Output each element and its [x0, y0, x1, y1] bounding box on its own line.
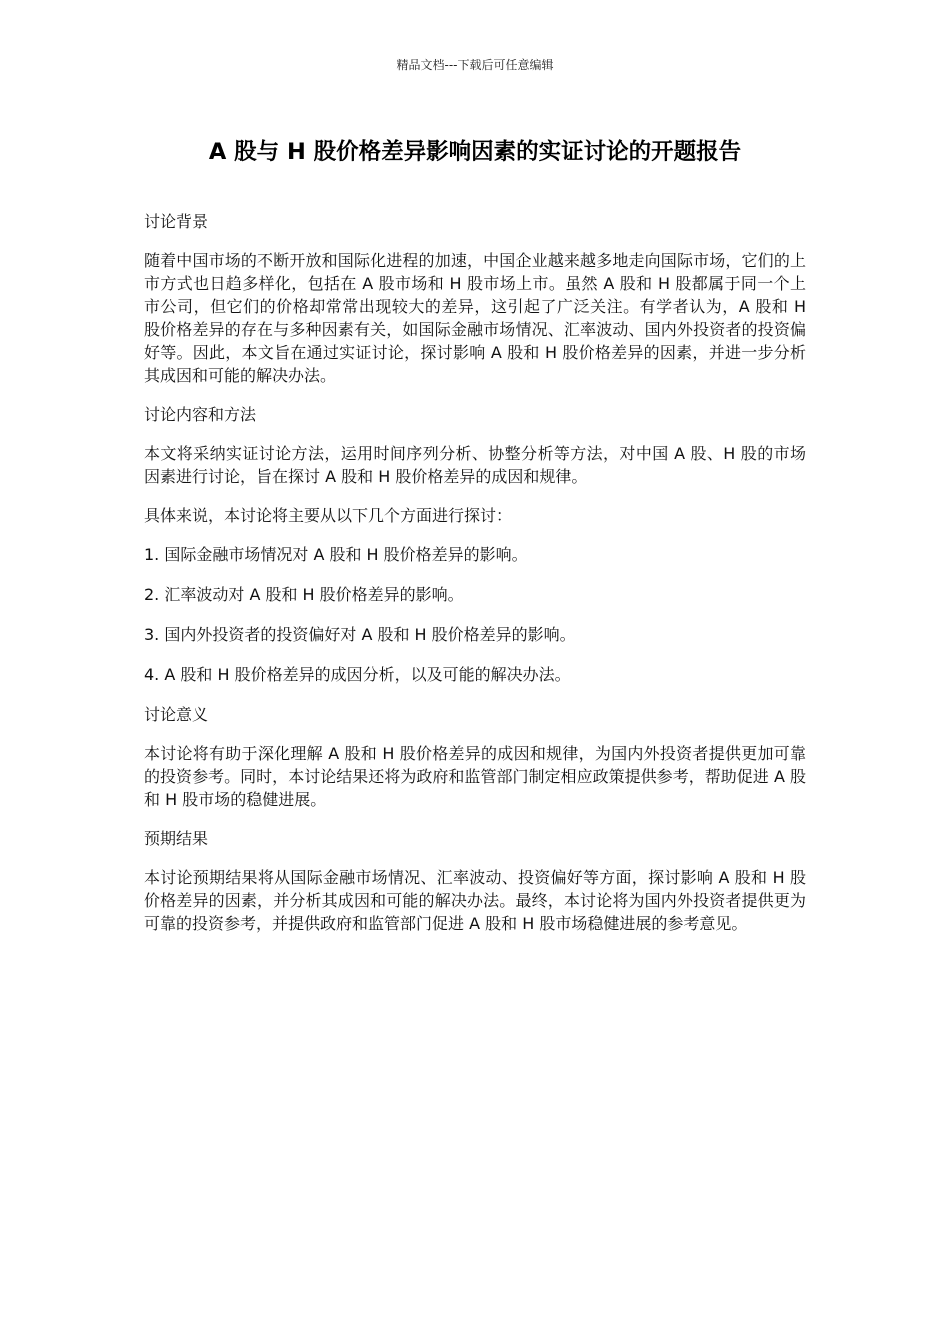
document-title: A 股与 H 股价格差异影响因素的实证讨论的开题报告	[208, 139, 742, 165]
section-heading: 讨论意义	[144, 705, 209, 724]
section-background	[144, 210, 806, 387]
list-intro: 具体来说，本讨论将主要从以下几个方面进行探讨：	[144, 506, 513, 525]
list-item: 4. A 股和 H 股价格差异的成因分析，以及可能的解决办法。	[144, 665, 571, 684]
section-paragraph: 本讨论将有助于深化理解 A 股和 H 股价格差异的成因和规律，为国内外投资者提供更加可靠的投资参考。同时，本讨论结果还将为政府和监管部门制定相应政策提供参考，帮助促进 A 股和 H 股市场的稳健进展。	[144, 744, 806, 809]
section-paragraph: 本讨论预期结果将从国际金融市场情况、汇率波动、投资偏好等方面，探讨影响 A 股和 H 股价格差异的因素，并分析其成因和可能的解决办法。最终，本讨论将为国内外投资者提供更为可靠的投资参考，并提供政府和监管部门促进 A 股和 H 股市场稳健进展的参考意见。	[144, 868, 806, 933]
section-heading: 预期结果	[144, 829, 209, 848]
section-results	[144, 827, 806, 935]
list-item: 3. 国内外投资者的投资偏好对 A 股和 H 股价格差异的影响。	[144, 625, 576, 644]
section-paragraph: 本文将采纳实证讨论方法，运用时间序列分析、协整分析等方法，对中国 A 股、H 股的市场因素进行讨论，旨在探讨 A 股和 H 股价格差异的成因和规律。	[144, 444, 806, 486]
list-item: 1. 国际金融市场情况对 A 股和 H 股价格差异的影响。	[144, 545, 528, 564]
document-body	[144, 210, 806, 951]
page-header-note: 精品文档---下载后可任意编辑	[396, 58, 554, 72]
section-heading: 讨论内容和方法	[144, 405, 257, 424]
list-item: 2. 汇率波动对 A 股和 H 股价格差异的影响。	[144, 585, 464, 604]
section-heading: 讨论背景	[144, 212, 209, 231]
section-methods	[144, 403, 806, 686]
section-paragraph: 随着中国市场的不断开放和国际化进程的加速，中国企业越来越多地走向国际市场，它们的上市方式也日趋多样化，包括在 A 股市场和 H 股市场上市。虽然 A 股和 H 股都属于同一个上市公司，但它们的价格却常常出现较大的差异，这引起了广泛关注。有学者认为，A 股和 H 股价格差异的存在与多种因素有关，如国际金融市场情况、汇率波动、国内外投资者的投资偏好等。因此，本文旨在通过实证讨论，探讨影响 A 股和 H 股价格差异的因素，并进一步分析其成因和可能的解决办法。	[144, 251, 806, 385]
section-significance	[144, 703, 806, 811]
